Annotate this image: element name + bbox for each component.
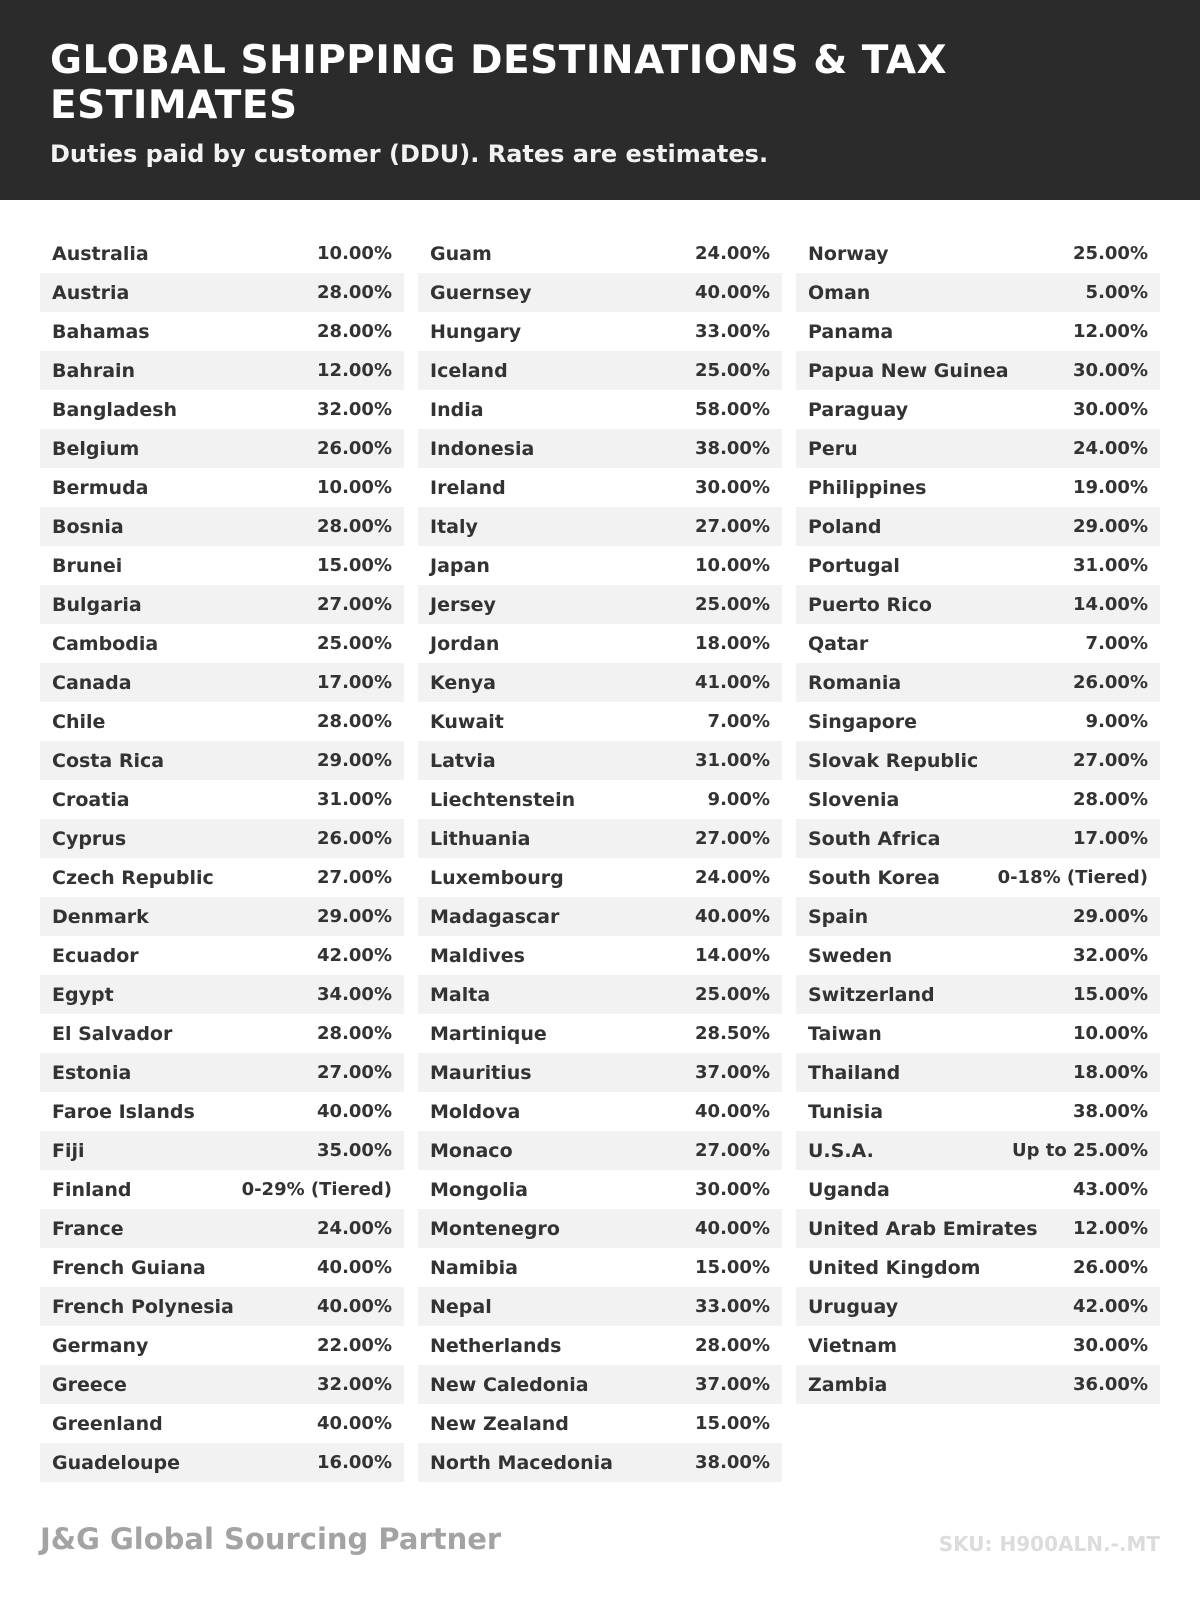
tax-rate: 14.00% xyxy=(695,945,770,966)
table-row xyxy=(40,975,404,1014)
tax-rate: 15.00% xyxy=(695,1413,770,1434)
country-name: United Kingdom xyxy=(808,1256,981,1279)
country-name: Canada xyxy=(52,671,132,694)
tax-rate: 18.00% xyxy=(695,633,770,654)
tax-rate: 32.00% xyxy=(317,1374,392,1395)
page-title: GLOBAL SHIPPING DESTINATIONS & TAX ESTIMATES xyxy=(50,38,948,128)
country-name: Sweden xyxy=(808,944,893,967)
country-name: Australia xyxy=(52,242,149,265)
country-name: Kenya xyxy=(430,671,497,694)
footer xyxy=(40,1522,1160,1556)
country-name: Iceland xyxy=(430,359,508,382)
table-row xyxy=(418,234,782,273)
country-name: Jersey xyxy=(430,593,496,616)
tax-rate: 40.00% xyxy=(317,1413,392,1434)
table-row xyxy=(796,1248,1160,1287)
country-name: Switzerland xyxy=(808,983,935,1006)
table-row xyxy=(40,1443,404,1482)
table-row xyxy=(418,975,782,1014)
tax-rate: 25.00% xyxy=(695,984,770,1005)
country-name: Chile xyxy=(52,710,106,733)
tax-rate: 27.00% xyxy=(317,1062,392,1083)
country-name: Monaco xyxy=(430,1139,513,1162)
tax-rate: 30.00% xyxy=(1073,1335,1148,1356)
table-row xyxy=(796,1209,1160,1248)
tax-rate: 0-29% (Tiered) xyxy=(241,1179,392,1200)
table-row xyxy=(40,858,404,897)
table-row xyxy=(418,468,782,507)
table-row xyxy=(40,780,404,819)
country-name: Madagascar xyxy=(430,905,560,928)
country-name: Portugal xyxy=(808,554,900,577)
page-subtitle: Duties paid by customer (DDU). Rates are estimates. xyxy=(50,140,769,168)
tax-rate: 42.00% xyxy=(317,945,392,966)
country-name: Latvia xyxy=(430,749,496,772)
tax-rate: 28.00% xyxy=(317,711,392,732)
table-row xyxy=(40,1365,404,1404)
country-name: Cyprus xyxy=(52,827,127,850)
tax-rate: 36.00% xyxy=(1073,1374,1148,1395)
table-row xyxy=(40,624,404,663)
table-row xyxy=(40,1248,404,1287)
country-name: New Caledonia xyxy=(430,1373,589,1396)
table-row xyxy=(796,585,1160,624)
tax-rate: 12.00% xyxy=(1073,1218,1148,1239)
tax-rate: 10.00% xyxy=(695,555,770,576)
tax-rate: 9.00% xyxy=(1085,711,1148,732)
table-row xyxy=(796,429,1160,468)
country-name: Uruguay xyxy=(808,1295,899,1318)
tax-rate: 10.00% xyxy=(1073,1023,1148,1044)
table-row xyxy=(796,663,1160,702)
tax-rate: 29.00% xyxy=(1073,516,1148,537)
table-row xyxy=(418,1365,782,1404)
tax-rate: 28.00% xyxy=(317,282,392,303)
country-name: Montenegro xyxy=(430,1217,560,1240)
table-row xyxy=(40,1404,404,1443)
country-name: Denmark xyxy=(52,905,149,928)
table-row xyxy=(40,819,404,858)
tax-rate: 35.00% xyxy=(317,1140,392,1161)
country-name: Brunei xyxy=(52,554,123,577)
table-row xyxy=(796,741,1160,780)
table-row xyxy=(418,936,782,975)
tax-rate: 28.00% xyxy=(317,516,392,537)
country-name: French Guiana xyxy=(52,1256,206,1279)
tax-rate: 40.00% xyxy=(695,1101,770,1122)
country-name: Greece xyxy=(52,1373,127,1396)
country-name: India xyxy=(430,398,484,421)
country-name: Singapore xyxy=(808,710,918,733)
country-name: Paraguay xyxy=(808,398,909,421)
table-row xyxy=(418,1053,782,1092)
table-row xyxy=(40,429,404,468)
country-name: Luxembourg xyxy=(430,866,564,889)
country-name: Italy xyxy=(430,515,478,538)
table-row xyxy=(418,546,782,585)
tax-rate: 28.00% xyxy=(317,1023,392,1044)
table-row xyxy=(40,273,404,312)
country-name: Austria xyxy=(52,281,130,304)
country-name: Bermuda xyxy=(52,476,149,499)
country-name: Belgium xyxy=(52,437,140,460)
table-row xyxy=(40,897,404,936)
table-row xyxy=(796,273,1160,312)
table-row xyxy=(40,234,404,273)
country-name: United Arab Emirates xyxy=(808,1217,1038,1240)
country-name: Jordan xyxy=(430,632,500,655)
tax-rate: 14.00% xyxy=(1073,594,1148,615)
table-row xyxy=(796,975,1160,1014)
table-row xyxy=(40,936,404,975)
table-row xyxy=(40,1053,404,1092)
tax-rate: 25.00% xyxy=(317,633,392,654)
tax-rate: 16.00% xyxy=(317,1452,392,1473)
rates-column-2 xyxy=(418,234,782,1482)
header xyxy=(0,0,1200,200)
table-row xyxy=(40,585,404,624)
table-row xyxy=(40,312,404,351)
table-row xyxy=(796,546,1160,585)
country-name: Moldova xyxy=(430,1100,521,1123)
tax-rate: 28.50% xyxy=(695,1023,770,1044)
country-name: Netherlands xyxy=(430,1334,562,1357)
country-name: Japan xyxy=(430,554,490,577)
tax-rate: 25.00% xyxy=(1073,243,1148,264)
table-row xyxy=(418,702,782,741)
table-row xyxy=(418,1209,782,1248)
country-name: Guernsey xyxy=(430,281,532,304)
country-name: Maldives xyxy=(430,944,525,967)
table-row xyxy=(40,468,404,507)
country-name: Slovak Republic xyxy=(808,749,979,772)
tax-rate: 32.00% xyxy=(317,399,392,420)
country-name: French Polynesia xyxy=(52,1295,234,1318)
country-name: Qatar xyxy=(808,632,869,655)
tax-rate: 30.00% xyxy=(695,477,770,498)
country-name: Finland xyxy=(52,1178,132,1201)
table-row xyxy=(796,819,1160,858)
country-name: New Zealand xyxy=(430,1412,569,1435)
country-name: Mongolia xyxy=(430,1178,528,1201)
tax-rate: 27.00% xyxy=(317,594,392,615)
table-row xyxy=(796,1365,1160,1404)
country-name: Czech Republic xyxy=(52,866,214,889)
country-name: Oman xyxy=(808,281,871,304)
tax-rate: 25.00% xyxy=(695,594,770,615)
tax-rate: 10.00% xyxy=(317,477,392,498)
tax-rate: 40.00% xyxy=(695,282,770,303)
country-name: Bahrain xyxy=(52,359,136,382)
country-name: Greenland xyxy=(52,1412,163,1435)
tax-rate: 31.00% xyxy=(695,750,770,771)
table-row xyxy=(418,1443,782,1482)
table-row xyxy=(418,1170,782,1209)
rates-table xyxy=(0,234,1200,1482)
table-row xyxy=(418,585,782,624)
tax-rate: 25.00% xyxy=(695,360,770,381)
country-name: South Korea xyxy=(808,866,941,889)
tax-rate: 15.00% xyxy=(695,1257,770,1278)
tax-rate: 30.00% xyxy=(1073,399,1148,420)
table-row xyxy=(40,1014,404,1053)
tax-rate: 33.00% xyxy=(695,321,770,342)
tax-rate: 40.00% xyxy=(695,1218,770,1239)
tax-rate: 27.00% xyxy=(695,1140,770,1161)
table-row xyxy=(418,1131,782,1170)
country-name: Namibia xyxy=(430,1256,518,1279)
tax-rate: Up to 25.00% xyxy=(1012,1140,1148,1161)
tax-rate: 0-18% (Tiered) xyxy=(997,867,1148,888)
table-row xyxy=(40,1209,404,1248)
country-name: Cambodia xyxy=(52,632,159,655)
country-name: Spain xyxy=(808,905,869,928)
country-name: France xyxy=(52,1217,124,1240)
country-name: Fiji xyxy=(52,1139,85,1162)
country-name: Puerto Rico xyxy=(808,593,932,616)
tax-rate: 26.00% xyxy=(1073,672,1148,693)
tax-rate: 7.00% xyxy=(707,711,770,732)
country-name: U.S.A. xyxy=(808,1139,874,1162)
country-name: Nepal xyxy=(430,1295,492,1318)
tax-rate: 17.00% xyxy=(317,672,392,693)
table-row xyxy=(796,1014,1160,1053)
tax-rate: 29.00% xyxy=(317,906,392,927)
country-name: Ireland xyxy=(430,476,506,499)
country-name: Peru xyxy=(808,437,858,460)
table-row xyxy=(40,1170,404,1209)
tax-rate: 31.00% xyxy=(317,789,392,810)
table-row xyxy=(418,1014,782,1053)
tax-rate: 24.00% xyxy=(1073,438,1148,459)
country-name: Bosnia xyxy=(52,515,124,538)
country-name: Mauritius xyxy=(430,1061,532,1084)
country-name: Egypt xyxy=(52,983,114,1006)
tax-rate: 34.00% xyxy=(317,984,392,1005)
table-row xyxy=(796,234,1160,273)
tax-rate: 27.00% xyxy=(317,867,392,888)
country-name: North Macedonia xyxy=(430,1451,613,1474)
tax-rate: 27.00% xyxy=(695,516,770,537)
table-row xyxy=(796,351,1160,390)
country-name: Tunisia xyxy=(808,1100,884,1123)
table-row xyxy=(40,351,404,390)
tax-rate: 32.00% xyxy=(1073,945,1148,966)
country-name: Poland xyxy=(808,515,882,538)
country-name: Hungary xyxy=(430,320,522,343)
tax-rate: 28.00% xyxy=(695,1335,770,1356)
table-row xyxy=(796,702,1160,741)
tax-rate: 29.00% xyxy=(317,750,392,771)
table-row xyxy=(40,663,404,702)
table-row xyxy=(418,897,782,936)
country-name: Zambia xyxy=(808,1373,888,1396)
table-row xyxy=(40,546,404,585)
tax-rate: 24.00% xyxy=(695,243,770,264)
table-row xyxy=(418,663,782,702)
table-row xyxy=(796,1053,1160,1092)
tax-rate: 5.00% xyxy=(1085,282,1148,303)
country-name: Lithuania xyxy=(430,827,531,850)
country-name: Guadeloupe xyxy=(52,1451,181,1474)
country-name: Kuwait xyxy=(430,710,504,733)
country-name: Indonesia xyxy=(430,437,535,460)
table-row xyxy=(796,936,1160,975)
tax-rate: 24.00% xyxy=(317,1218,392,1239)
table-row xyxy=(40,1131,404,1170)
tax-rate: 40.00% xyxy=(695,906,770,927)
table-row xyxy=(418,390,782,429)
country-name: Uganda xyxy=(808,1178,890,1201)
tax-rate: 42.00% xyxy=(1073,1296,1148,1317)
table-row xyxy=(418,429,782,468)
tax-rate: 31.00% xyxy=(1073,555,1148,576)
tax-rate: 37.00% xyxy=(695,1062,770,1083)
rates-column-3 xyxy=(796,234,1160,1482)
country-name: Faroe Islands xyxy=(52,1100,195,1123)
tax-rate: 40.00% xyxy=(317,1101,392,1122)
table-row xyxy=(40,507,404,546)
tax-rate: 30.00% xyxy=(1073,360,1148,381)
country-name: Estonia xyxy=(52,1061,132,1084)
tax-rate: 38.00% xyxy=(695,438,770,459)
tax-rate: 9.00% xyxy=(707,789,770,810)
table-row xyxy=(796,468,1160,507)
table-row xyxy=(40,390,404,429)
tax-rate: 30.00% xyxy=(695,1179,770,1200)
country-name: Costa Rica xyxy=(52,749,165,772)
table-row xyxy=(796,1092,1160,1131)
table-row xyxy=(418,351,782,390)
table-row xyxy=(418,1326,782,1365)
country-name: Thailand xyxy=(808,1061,901,1084)
tax-rate: 27.00% xyxy=(695,828,770,849)
sku-label: SKU: H900ALN.-.MT xyxy=(938,1532,1160,1556)
country-name: Panama xyxy=(808,320,894,343)
table-row xyxy=(796,858,1160,897)
tax-rate: 40.00% xyxy=(317,1257,392,1278)
country-name: Taiwan xyxy=(808,1022,882,1045)
table-row xyxy=(796,1287,1160,1326)
country-name: Guam xyxy=(430,242,492,265)
country-name: Norway xyxy=(808,242,889,265)
country-name: Ecuador xyxy=(52,944,139,967)
table-row xyxy=(418,312,782,351)
table-row xyxy=(418,1248,782,1287)
tax-rate: 41.00% xyxy=(695,672,770,693)
table-row xyxy=(40,702,404,741)
table-row xyxy=(796,780,1160,819)
table-row xyxy=(418,741,782,780)
tax-rate: 7.00% xyxy=(1085,633,1148,654)
tax-rate: 12.00% xyxy=(317,360,392,381)
tax-rate: 19.00% xyxy=(1073,477,1148,498)
brand-name: J&G Global Sourcing Partner xyxy=(40,1522,502,1556)
table-row xyxy=(796,390,1160,429)
tax-rate: 24.00% xyxy=(695,867,770,888)
tax-rate: 12.00% xyxy=(1073,321,1148,342)
tax-rate: 15.00% xyxy=(317,555,392,576)
table-row xyxy=(796,624,1160,663)
tax-rate: 27.00% xyxy=(1073,750,1148,771)
tax-rate: 22.00% xyxy=(317,1335,392,1356)
country-name: Philippines xyxy=(808,476,927,499)
country-name: Romania xyxy=(808,671,902,694)
tax-rate: 26.00% xyxy=(317,828,392,849)
tax-rate: 18.00% xyxy=(1073,1062,1148,1083)
country-name: Vietnam xyxy=(808,1334,897,1357)
country-name: Croatia xyxy=(52,788,130,811)
tax-rate: 58.00% xyxy=(695,399,770,420)
tax-rate: 17.00% xyxy=(1073,828,1148,849)
tax-rate: 26.00% xyxy=(1073,1257,1148,1278)
tax-rate: 40.00% xyxy=(317,1296,392,1317)
country-name: Germany xyxy=(52,1334,149,1357)
tax-rate: 38.00% xyxy=(1073,1101,1148,1122)
table-row xyxy=(418,624,782,663)
country-name: Bulgaria xyxy=(52,593,142,616)
tax-rate: 10.00% xyxy=(317,243,392,264)
rates-column-1 xyxy=(40,234,404,1482)
table-row xyxy=(418,819,782,858)
tax-rate: 15.00% xyxy=(1073,984,1148,1005)
country-name: Bahamas xyxy=(52,320,150,343)
tax-rate: 29.00% xyxy=(1073,906,1148,927)
table-row xyxy=(418,1287,782,1326)
table-row xyxy=(796,897,1160,936)
table-row xyxy=(418,1404,782,1443)
table-row xyxy=(418,507,782,546)
tax-rate: 38.00% xyxy=(695,1452,770,1473)
country-name: Martinique xyxy=(430,1022,547,1045)
tax-rate: 28.00% xyxy=(317,321,392,342)
tax-rate: 26.00% xyxy=(317,438,392,459)
country-name: Liechtenstein xyxy=(430,788,576,811)
table-row xyxy=(796,1326,1160,1365)
table-row xyxy=(40,1092,404,1131)
table-row xyxy=(796,1131,1160,1170)
table-row xyxy=(40,741,404,780)
table-row xyxy=(796,312,1160,351)
country-name: Bangladesh xyxy=(52,398,178,421)
country-name: Slovenia xyxy=(808,788,900,811)
country-name: Malta xyxy=(430,983,491,1006)
tax-rate: 43.00% xyxy=(1073,1179,1148,1200)
country-name: Papua New Guinea xyxy=(808,359,1009,382)
table-row xyxy=(418,780,782,819)
table-row xyxy=(40,1287,404,1326)
tax-rate: 28.00% xyxy=(1073,789,1148,810)
table-row xyxy=(796,507,1160,546)
table-row xyxy=(418,1092,782,1131)
table-row xyxy=(40,1326,404,1365)
table-row xyxy=(796,1170,1160,1209)
table-row xyxy=(418,273,782,312)
table-row xyxy=(418,858,782,897)
tax-rate: 37.00% xyxy=(695,1374,770,1395)
country-name: South Africa xyxy=(808,827,941,850)
tax-rate: 33.00% xyxy=(695,1296,770,1317)
country-name: El Salvador xyxy=(52,1022,173,1045)
